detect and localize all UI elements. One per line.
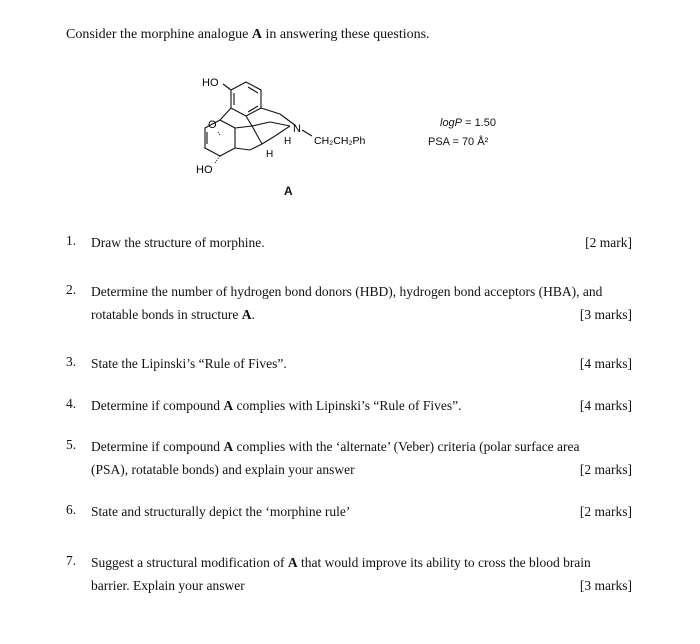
- question-7: 7. Suggest a structural modification of A that would improve its ability to cross the blood brain barrier. Explain your answer [3 marks]: [66, 553, 632, 593]
- properties-block: [428, 114, 496, 152]
- question-5: 5. Determine if compound A complies with the ‘alternate’ (Veber) criteria (polar surface area (PSA), rotatable bonds) and explain your answer [2 marks]: [66, 437, 632, 477]
- logp-value: logP = 1.50: [440, 117, 496, 129]
- morphine-analogue-structure: [190, 70, 390, 180]
- question-3: 3. State the Lipinski’s “Rule of Fives”. [4 marks]: [66, 354, 632, 371]
- intro-text: Consider the morphine analogue A in answering these questions.: [66, 27, 430, 42]
- n-substituent-label: CH₂CH₂Ph: [314, 135, 366, 147]
- ring-oxygen-label: O: [208, 119, 217, 131]
- question-6: 6. State and structurally depict the ‘morphine rule’ [2 marks]: [66, 502, 632, 519]
- question-1: 1. Draw the structure of morphine. [2 mark]: [66, 233, 632, 250]
- ho-top-label: HO: [202, 77, 219, 89]
- ho-bottom-label: HO: [196, 164, 213, 176]
- question-2: 2. Determine the number of hydrogen bond donors (HBD), hydrogen bond acceptors (HBA), and rotatable bonds in structure A. [3 marks]: [66, 282, 632, 322]
- nitrogen-label: N: [293, 123, 301, 135]
- aromatic-ring: [231, 82, 261, 116]
- compound-label: A: [284, 184, 293, 198]
- hydrogen-label-2: H: [266, 149, 274, 160]
- psa-value: PSA = 70 Å²: [428, 136, 489, 148]
- question-4: 4. Determine if compound A complies with Lipinski’s “Rule of Fives”. [4 marks]: [66, 396, 632, 413]
- hydrogen-label-1: H: [284, 136, 292, 147]
